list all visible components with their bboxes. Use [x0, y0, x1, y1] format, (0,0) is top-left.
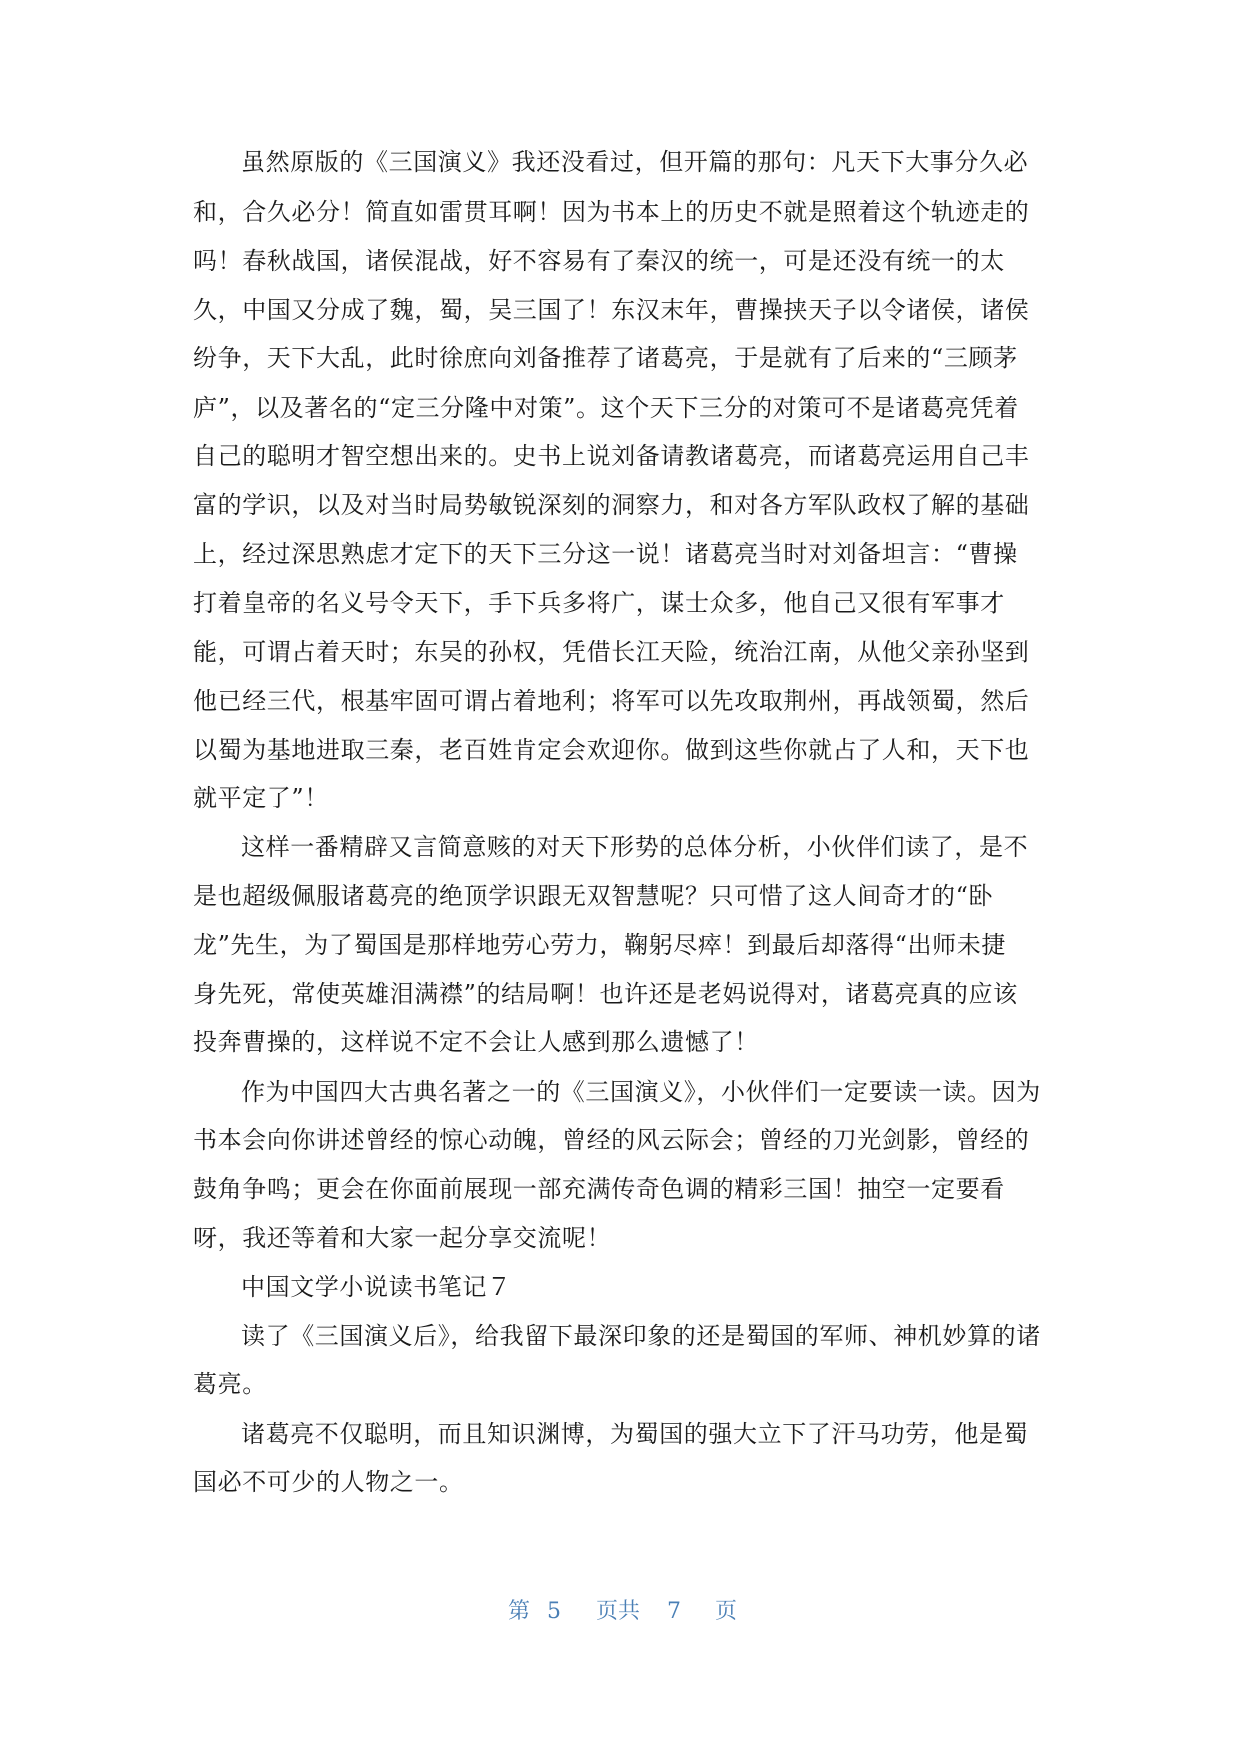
text-line: 虽然原版的《三国演义》我还没看过，但开篇的那句：凡天下大事分久必	[241, 148, 1029, 176]
text-line: 龙”先生，为了蜀国是那样地劳心劳力，鞠躬尽瘁！到最后却落得“出师未捷	[193, 931, 1006, 959]
text-line: 诸葛亮不仅聪明，而且知识渊博，为蜀国的强大立下了汗马功劳，他是蜀	[241, 1420, 1029, 1448]
text-line: 书本会向你讲述曾经的惊心动魄，曾经的风云际会；曾经的刀光剑影，曾经的	[193, 1126, 1030, 1154]
footer-middle: 页共	[596, 1599, 641, 1624]
text-line: 投奔曹操的，这样说不定不会让人感到那么遗憾了！	[193, 1028, 759, 1056]
text-line: 呀，我还等着和大家一起分享交流呢！	[193, 1224, 612, 1252]
footer-prefix: 第	[508, 1599, 531, 1624]
text-line: 能，可谓占着天时；东吴的孙权，凭借长江天险，统治江南，从他父亲孙坚到	[193, 638, 1030, 666]
text-line: 作为中国四大古典名著之一的《三国演义》，小伙伴们一定要读一读。因为	[241, 1078, 1041, 1106]
text-line: 打着皇帝的名义号令天下，手下兵多将广，谋士众多，他自己又很有军事才	[193, 589, 1005, 617]
text-line: 久，中国又分成了魏，蜀，吴三国了！东汉末年，曹操挟天子以令诸侯，诸侯	[193, 296, 1030, 324]
text-line: 纷争，天下大乱，此时徐庶向刘备推荐了诸葛亮，于是就有了后来的“三顾茅	[193, 344, 1018, 372]
text-line: 读了《三国演义后》，给我留下最深印象的还是蜀国的军师、神机妙算的诸	[241, 1322, 1041, 1350]
text-line: 庐”，以及著名的“定三分隆中对策”。这个天下三分的对策可不是诸葛亮凭着	[193, 394, 1019, 422]
footer-current-page: 5	[547, 1599, 561, 1624]
text-line: 富的学识，以及对当时局势敏锐深刻的洞察力，和对各方军队政权了解的基础	[193, 491, 1030, 519]
text-line: 以蜀为基地进取三秦，老百姓肯定会欢迎你。做到这些你就占了人和，天下也	[193, 736, 1030, 764]
section-heading: 中国文学小说读书笔记７	[241, 1273, 512, 1301]
text-line: 葛亮。	[193, 1370, 267, 1398]
footer-suffix: 页	[715, 1599, 738, 1624]
text-line: 这样一番精辟又言简意赅的对天下形势的总体分析，小伙伴们读了，是不	[241, 833, 1029, 861]
text-line: 就平定了”！	[193, 784, 329, 812]
text-line: 鼓角争鸣；更会在你面前展现一部充满传奇色调的精彩三国！抽空一定要看	[193, 1175, 1005, 1203]
text-line: 是也超级佩服诸葛亮的绝顶学识跟无双智慧呢？只可惜了这人间奇才的“卧	[193, 882, 994, 910]
page-footer	[0, 1596, 1241, 1628]
text-line: 国必不可少的人物之一。	[193, 1468, 464, 1496]
text-line: 吗！春秋战国，诸侯混战，好不容易有了秦汉的统一，可是还没有统一的太	[193, 247, 1005, 275]
text-line: 上，经过深思熟虑才定下的天下三分这一说！诸葛亮当时对刘备坦言：“曹操	[193, 540, 1018, 568]
footer-total-pages: 7	[667, 1599, 681, 1624]
text-line: 和，合久必分！简直如雷贯耳啊！因为书本上的历史不就是照着这个轨迹走的	[193, 198, 1030, 226]
text-line: 他已经三代，根基牢固可谓占着地利；将军可以先攻取荆州，再战领蜀，然后	[193, 687, 1030, 715]
text-line: 自己的聪明才智空想出来的。史书上说刘备请教诸葛亮，而诸葛亮运用自己丰	[193, 442, 1030, 470]
text-line: 身先死，常使英雄泪满襟”的结局啊！也许还是老妈说得对，诸葛亮真的应该	[193, 980, 1018, 1008]
